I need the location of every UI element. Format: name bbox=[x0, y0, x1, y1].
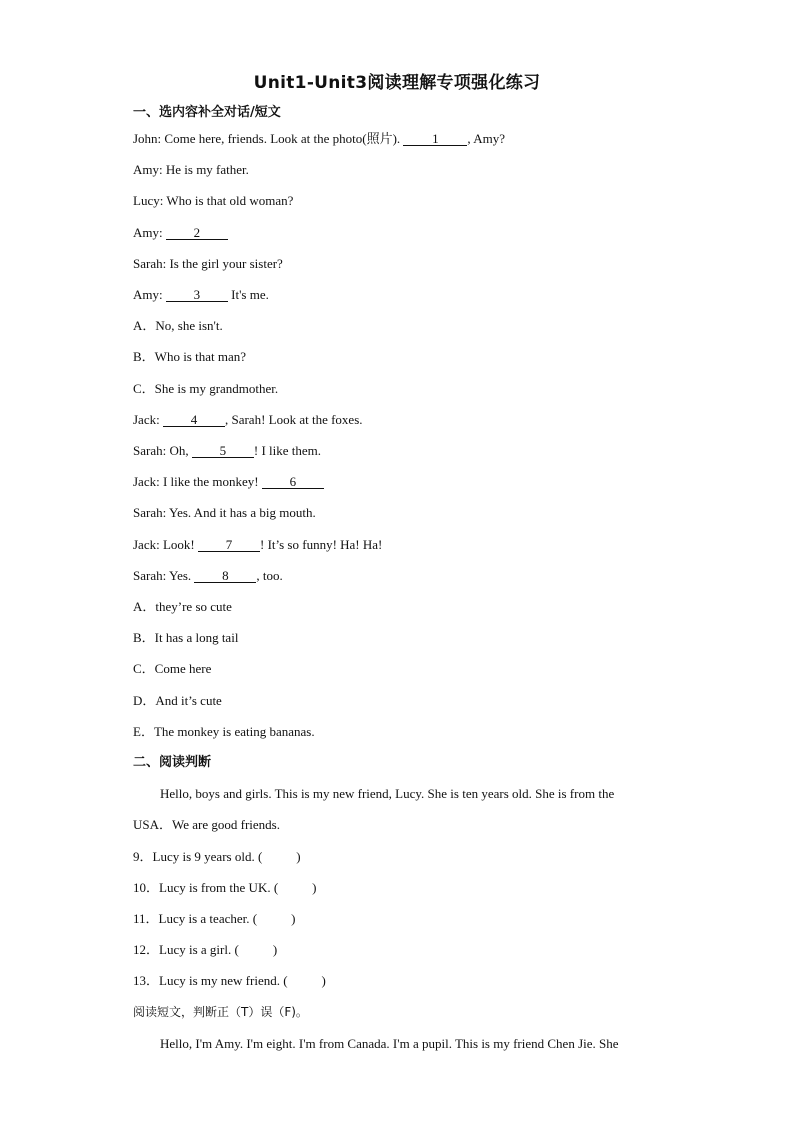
question bbox=[133, 911, 295, 927]
option: B．It has a long tail bbox=[133, 630, 239, 645]
page-title: Unit1-Unit3阅读理解专项强化练习 bbox=[253, 73, 541, 93]
dialog-text: Jack: Look! bbox=[133, 537, 198, 552]
dialog-text: Sarah: Oh, bbox=[133, 443, 192, 458]
question bbox=[133, 942, 277, 958]
answer-blank: 7 bbox=[198, 538, 260, 552]
question-number: 11． bbox=[133, 911, 159, 926]
section1-heading: 一、选内容补全对话/短文 bbox=[133, 105, 281, 120]
passage-line: Hello, I'm Amy. I'm eight. I'm from Canada. I'm a pupil. This is my friend Chen Jie. She bbox=[160, 1036, 619, 1051]
dialog2-line bbox=[133, 412, 363, 428]
dialog-text: , Sarah! Look at the foxes. bbox=[224, 412, 363, 427]
dialog1-line bbox=[133, 193, 293, 209]
question bbox=[133, 973, 326, 989]
question-close: ) bbox=[296, 849, 301, 864]
dialog-text: Jack: bbox=[133, 412, 163, 427]
passage-line: USA．We are good friends. bbox=[133, 817, 280, 832]
option: A．they’re so cute bbox=[133, 599, 232, 614]
dialog2-line bbox=[133, 474, 324, 490]
option: D．And it’s cute bbox=[133, 693, 222, 708]
dialog1-line bbox=[133, 287, 269, 303]
question bbox=[133, 880, 317, 896]
question-text: Lucy is 9 years old. ( bbox=[152, 849, 263, 864]
dialog1-line bbox=[133, 131, 505, 147]
instruction: 阅读短文，判断正（T）误（F)。 bbox=[133, 1005, 308, 1019]
section2-heading: 二、阅读判断 bbox=[133, 755, 212, 770]
dialog1-line bbox=[133, 225, 228, 241]
dialog-text: ! It’s so funny! Ha! Ha! bbox=[259, 537, 383, 552]
dialog-text: Sarah: Yes. And it has a big mouth. bbox=[133, 505, 316, 520]
question-number: 13． bbox=[133, 973, 160, 988]
dialog-text: ! I like them. bbox=[253, 443, 322, 458]
option: B．Who is that man? bbox=[133, 349, 247, 364]
answer-blank: 3 bbox=[166, 288, 228, 302]
dialog-text: , Amy? bbox=[467, 131, 505, 146]
question-number: 9． bbox=[133, 849, 153, 864]
dialog-text: , too. bbox=[256, 568, 283, 583]
dialog-text: It's me. bbox=[227, 287, 269, 302]
question-text: Lucy is my new friend. ( bbox=[159, 973, 288, 988]
dialog-text: Lucy: Who is that old woman? bbox=[133, 193, 294, 208]
dialog2-line bbox=[133, 537, 382, 553]
dialog-text: Amy: bbox=[133, 287, 166, 302]
question-text: Lucy is from the UK. ( bbox=[159, 880, 279, 895]
option: E．The monkey is eating bananas. bbox=[133, 724, 315, 739]
dialog2-line bbox=[133, 505, 316, 521]
question-number: 12． bbox=[133, 942, 160, 957]
question-number: 10． bbox=[133, 880, 160, 895]
dialog-text: Jack: I like the monkey! bbox=[133, 474, 262, 489]
dialog-text: Amy: bbox=[133, 225, 166, 240]
dialog-text: Sarah: Is the girl your sister? bbox=[133, 256, 283, 271]
dialog-text: John: Come here, friends. Look at the photo(照片). bbox=[133, 131, 404, 146]
answer-blank: 2 bbox=[166, 226, 228, 240]
answer-blank: 8 bbox=[194, 569, 256, 583]
question-text: Lucy is a teacher. ( bbox=[158, 911, 258, 926]
option: C．Come here bbox=[133, 661, 212, 676]
dialog-text: Sarah: Yes. bbox=[133, 568, 195, 583]
question bbox=[133, 849, 301, 865]
option: A．No, she isn't. bbox=[133, 318, 223, 333]
answer-blank: 1 bbox=[403, 132, 467, 146]
question-close: ) bbox=[312, 880, 317, 895]
dialog-text: Amy: He is my father. bbox=[133, 162, 249, 177]
answer-blank: 5 bbox=[192, 444, 254, 458]
question-close: ) bbox=[272, 942, 278, 957]
option: C．She is my grandmother. bbox=[133, 381, 279, 396]
dialog2-line bbox=[133, 443, 321, 459]
question-close: ) bbox=[321, 973, 326, 988]
question-text: Lucy is a girl. ( bbox=[159, 942, 239, 957]
question-close: ) bbox=[291, 911, 296, 926]
answer-blank: 4 bbox=[163, 413, 225, 427]
dialog2-line bbox=[133, 568, 283, 584]
passage-line: Hello, boys and girls. This is my new friend, Lucy. She is ten years old. She is from the bbox=[160, 786, 615, 801]
dialog1-line bbox=[133, 256, 283, 272]
answer-blank: 6 bbox=[262, 475, 324, 489]
dialog1-line bbox=[133, 162, 249, 178]
